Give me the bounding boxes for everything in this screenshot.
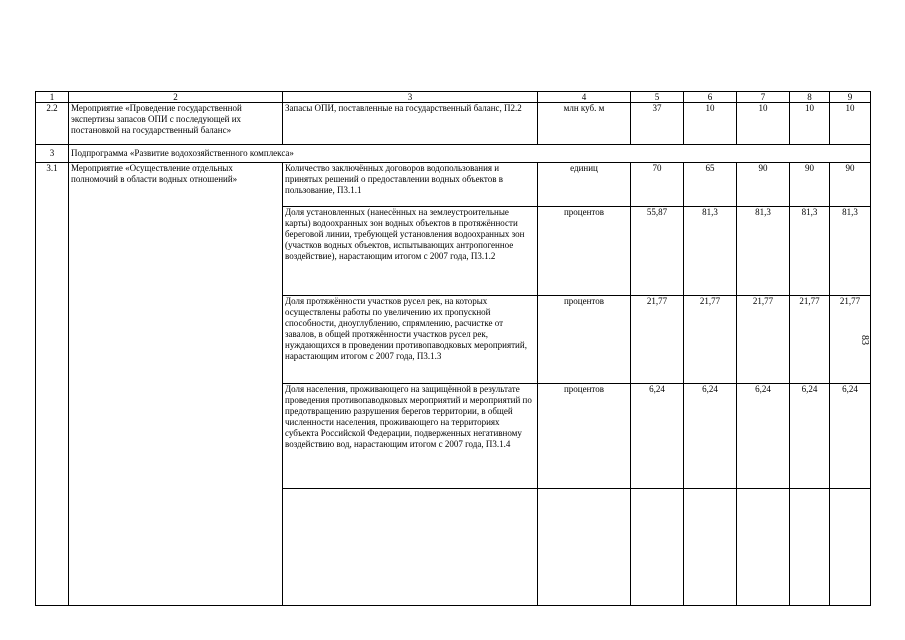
table-header-row [36,92,871,103]
header-cell: 8 [790,92,830,103]
value-cell: 65 [684,163,737,207]
header-cell: 2 [69,92,283,103]
table-row [36,163,871,207]
value-cell: 10 [684,103,737,145]
value-cell: 90 [830,163,871,207]
row-number: 2.2 [36,103,69,145]
indicator-cell: Количество заключённых договоров водопользования и принятых решений о предоставлении водных объектов в пользование, П3.1.1 [283,163,538,207]
indicator-cell: Доля установленных (нанесённых на землеустроительные карты) водоохранных зон водных объектов в протяжённости береговой линии, требующей установления водоохранных зон (участков водных объектов, испытывающих антропогенное воздействие), нарастающим итогом с 2007 года, П3.1.2 [283,207,538,296]
header-cell: 3 [283,92,538,103]
value-cell: 6,24 [684,384,737,489]
page-number: 83 [859,335,870,345]
empty-cell [631,489,684,606]
value-cell: 81,3 [737,207,790,296]
measure-cell: Мероприятие «Проведение государственной экспертизы запасов ОПИ с последующей их постановкой на государственный баланс» [69,103,283,145]
row-number: 3.1 [36,163,69,606]
empty-cell [790,489,830,606]
unit-cell: единиц [538,163,631,207]
value-cell: 90 [790,163,830,207]
value-cell: 90 [737,163,790,207]
value-cell: 37 [631,103,684,145]
value-cell: 6,24 [737,384,790,489]
value-cell: 81,3 [684,207,737,296]
indicator-cell: Запасы ОПИ, поставленные на государственный баланс, П2.2 [283,103,538,145]
header-cell: 6 [684,92,737,103]
empty-cell [283,489,538,606]
header-cell: 7 [737,92,790,103]
value-cell: 21,77 [790,296,830,384]
empty-cell [684,489,737,606]
empty-cell [737,489,790,606]
value-cell: 10 [737,103,790,145]
unit-cell: млн куб. м [538,103,631,145]
value-cell: 21,77 [737,296,790,384]
value-cell: 6,24 [790,384,830,489]
subprogram-row [36,145,871,163]
subprogram-title: Подпрограмма «Развитие водохозяйственного комплекса» [69,145,871,163]
indicator-cell: Доля населения, проживающего на защищённой в результате проведения противопаводковых мероприятий и мероприятий по предотвращению разрушения берегов территории, в общей численности населения, проживающего на территориях субъекта Российской Федерации, подверженных негативному воздействию вод, нарастающим итогом с 2007 года, П3.1.4 [283,384,538,489]
header-cell: 4 [538,92,631,103]
document-page [35,91,870,606]
table-row [36,103,871,145]
header-cell: 9 [830,92,871,103]
unit-cell: процентов [538,296,631,384]
value-cell: 21,77 [684,296,737,384]
measure-cell: Мероприятие «Осуществление отдельных полномочий в области водных отношений» [69,163,283,606]
unit-cell: процентов [538,207,631,296]
value-cell: 10 [790,103,830,145]
value-cell: 6,24 [631,384,684,489]
value-cell: 6,24 [830,384,871,489]
indicator-cell: Доля протяжённости участков русел рек, на которых осуществлены работы по увеличению их пропускной способности, дноуглублению, спрямлению, расчистке от завалов, в общей протяжённости участков русел рек, нуждающихся в проведении противопаводковых мероприятий, нарастающим итогом с 2007 года, П3.1.3 [283,296,538,384]
header-cell: 1 [36,92,69,103]
empty-cell [830,489,871,606]
empty-cell [538,489,631,606]
value-cell: 81,3 [790,207,830,296]
indicators-table [35,91,871,606]
unit-cell: процентов [538,384,631,489]
value-cell: 55,87 [631,207,684,296]
value-cell: 10 [830,103,871,145]
value-cell: 21,77 [631,296,684,384]
row-number: 3 [36,145,69,163]
value-cell: 21,77 [830,296,871,384]
value-cell: 81,3 [830,207,871,296]
header-cell: 5 [631,92,684,103]
value-cell: 70 [631,163,684,207]
